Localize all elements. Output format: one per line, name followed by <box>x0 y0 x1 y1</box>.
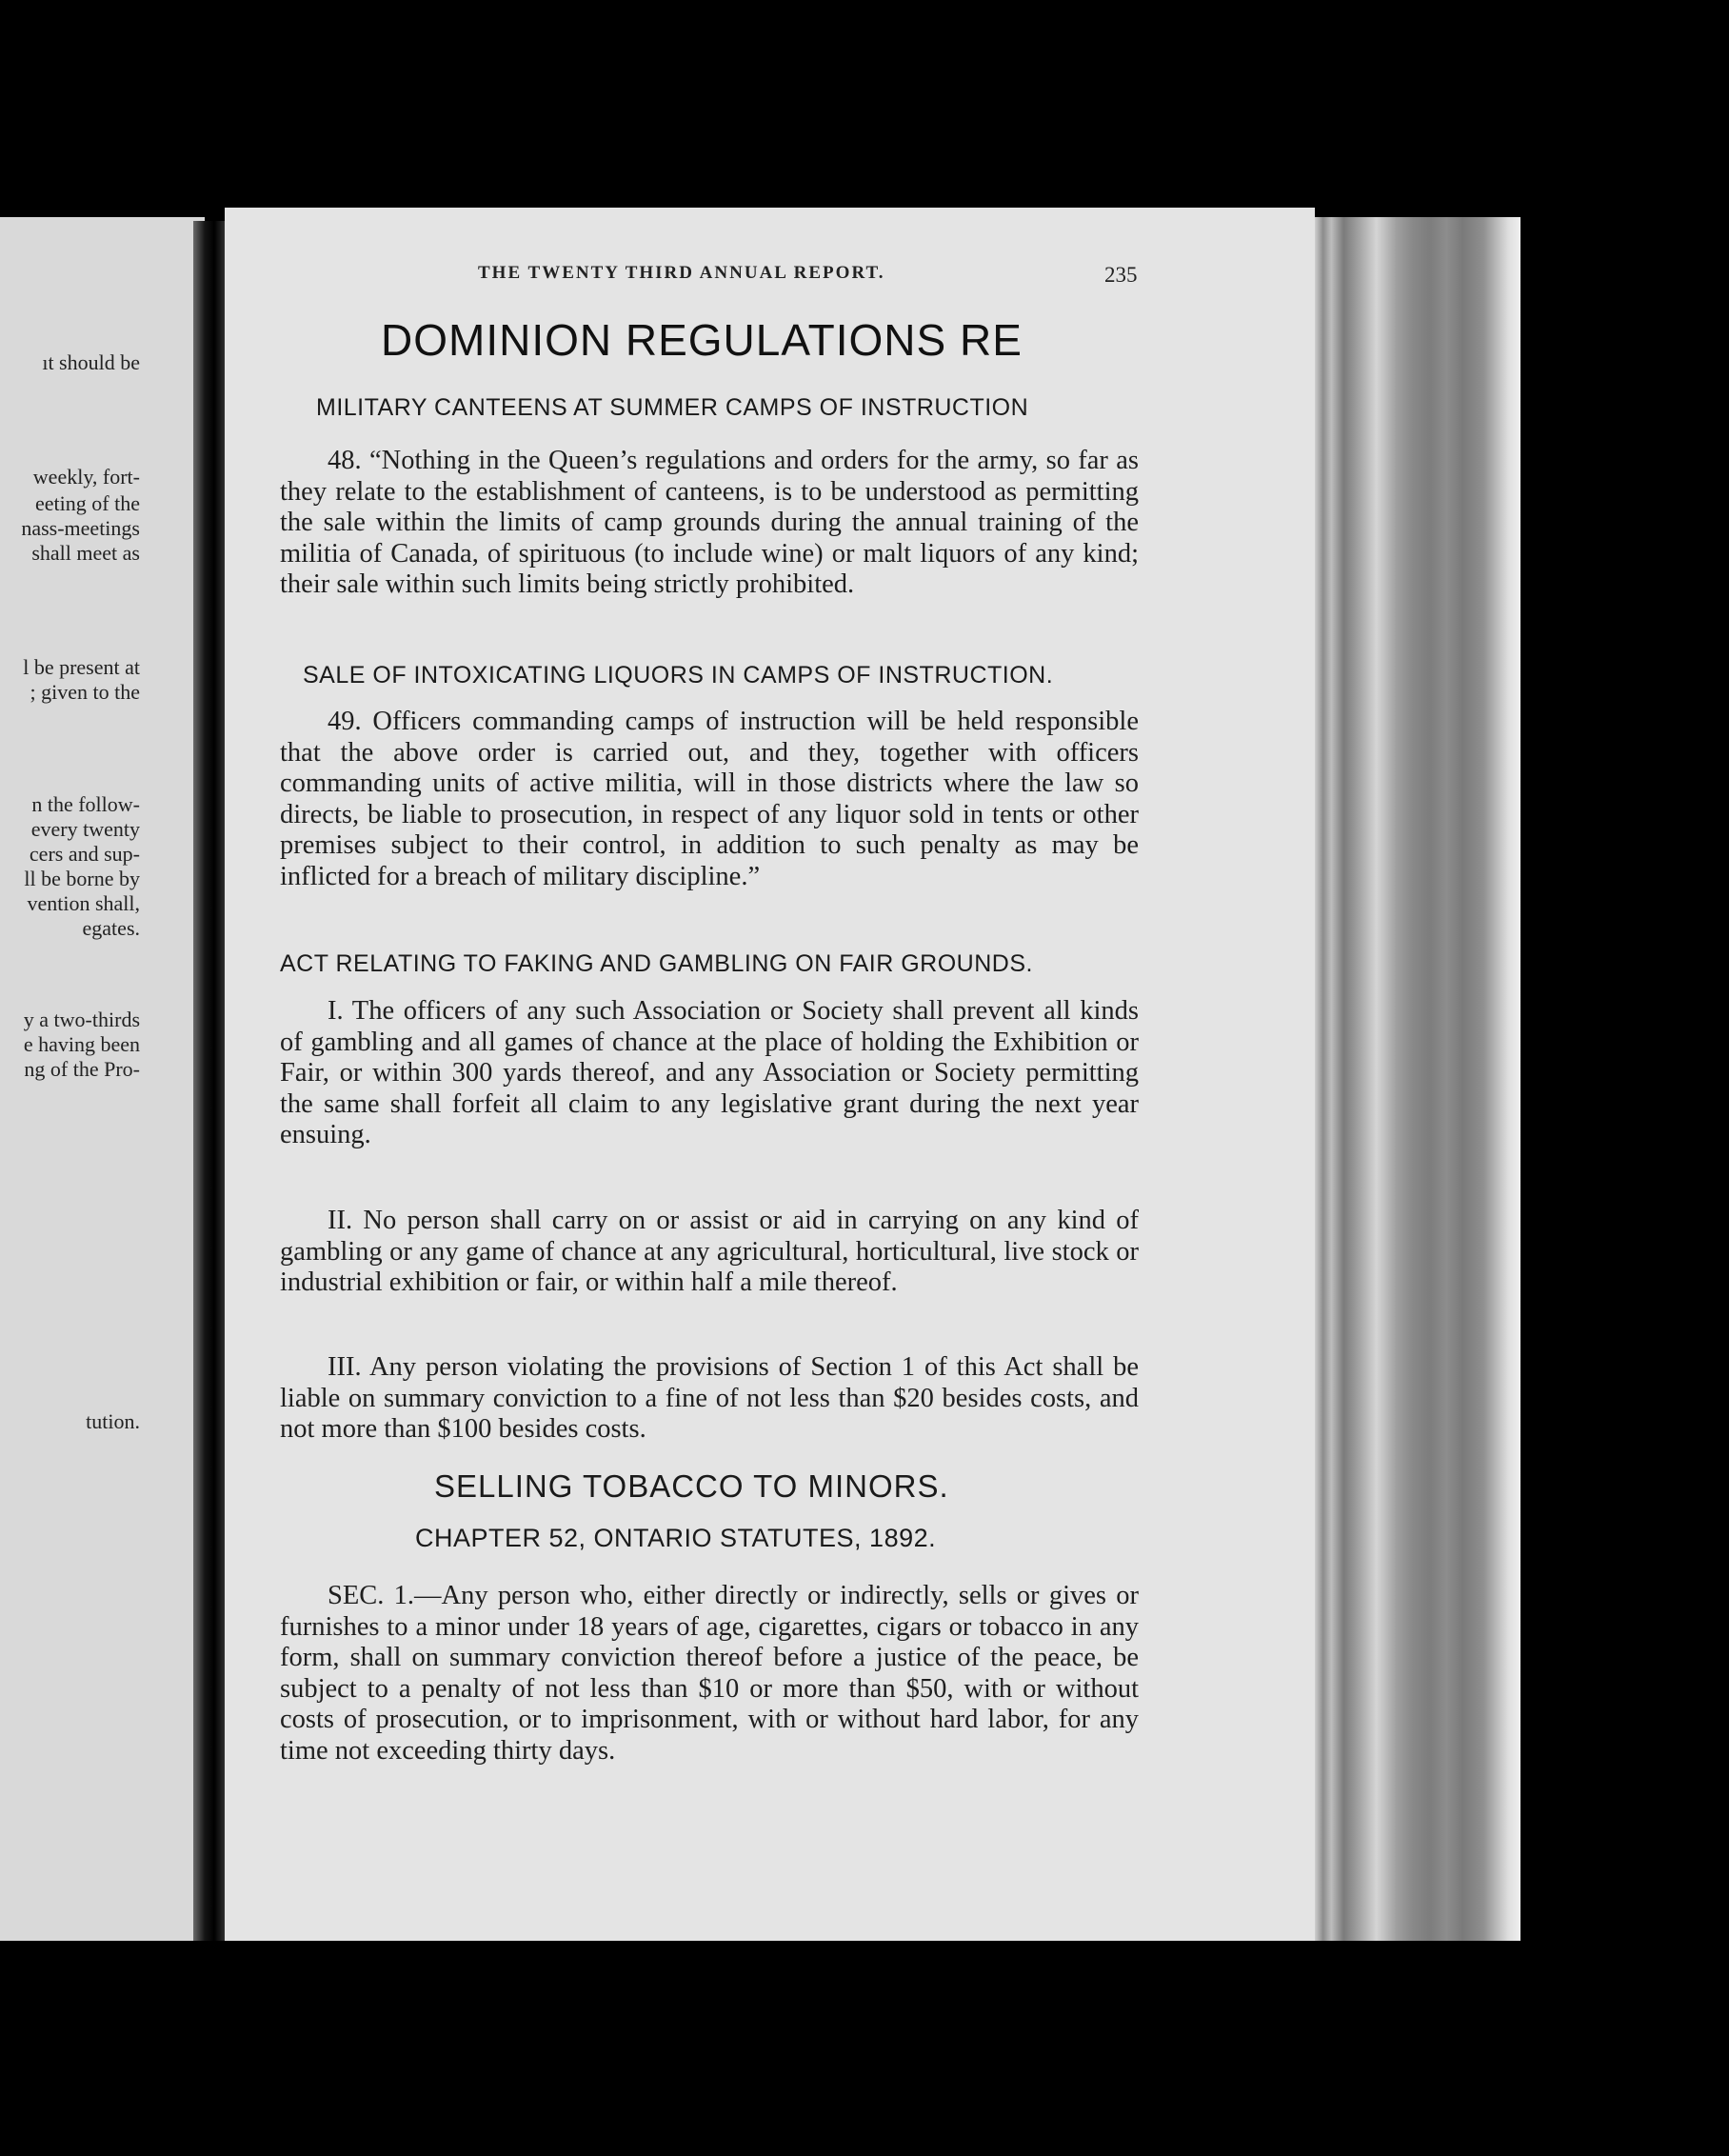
heading-intoxicating-liquors: SALE OF INTOXICATING LIQUORS IN CAMPS OF INSTRUCTION. <box>303 662 1054 689</box>
left-page-line: ; given to the <box>30 680 140 704</box>
left-page-line: cers and sup- <box>29 842 140 866</box>
left-page-line: ıt should be <box>42 350 140 374</box>
left-page-line: ll be borne by <box>24 867 140 890</box>
paragraph-49-text: 49. Officers commanding camps of instruction will be held responsible that the above order is carried out, and they, together with officers commanding units of active militia, will in those districts where the law so directs, be liable to prosecution, in respect of any liquor sold in tents or other premises subject to their control, in addition to such penalty as may be inflicted for a breach of military discipline.” <box>280 707 1139 891</box>
left-page-line: eeting of the <box>35 491 140 515</box>
left-page-line: l be present at <box>23 655 140 679</box>
left-page-line: shall meet as <box>31 541 140 565</box>
heading-military-canteens: MILITARY CANTEENS AT SUMMER CAMPS OF INSTRUCTION <box>316 394 1029 421</box>
left-page <box>0 217 205 1941</box>
left-page-line: y a two-thirds <box>23 1008 140 1031</box>
page-edges <box>1315 217 1520 1941</box>
left-page-line: ng of the Pro- <box>24 1057 140 1081</box>
heading-selling-tobacco: SELLING TOBACCO TO MINORS. <box>434 1468 949 1504</box>
paragraph-I <box>280 996 1139 1187</box>
paragraph-sec-1-text: SEC. 1.—Any person who, either directly or indirectly, sells or gives or furnishes to a minor under 18 years of age, cigarettes, cigars or tobacco in any form, shall on summary conviction thereof before a justice of the peace, be subject to a penalty of not less than $10 or more than $50, with or without costs of prosecution, or to imprisonment, with or without hard labor, for any time not exceeding thirty days. <box>280 1581 1139 1766</box>
paragraph-II <box>280 1206 1139 1335</box>
paragraph-II-text: II. No person shall carry on or assist or aid in carrying on any kind of gambling or any game of chance at any agricultural, horticultural, live stock or industrial exhibition or fair, or within half a mile thereof. <box>280 1206 1139 1298</box>
left-page-line: every twenty <box>30 817 140 841</box>
paragraph-49 <box>280 707 1139 928</box>
left-page-line: egates. <box>82 916 140 940</box>
paragraph-III <box>280 1352 1139 1449</box>
left-page-line: n the follow- <box>31 792 140 816</box>
left-page-line: tution. <box>86 1409 140 1433</box>
paragraph-sec-1 <box>280 1581 1139 1809</box>
page-number: 235 <box>1104 263 1138 287</box>
left-page-line: nass-meetings <box>21 516 140 540</box>
page-title: DOMINION REGULATIONS RE <box>381 315 1023 365</box>
paragraph-III-text: III. Any person violating the provisions of Section 1 of this Act shall be liable on summary conviction to a fine of not less than $20 besides costs, and not more than $100 besides costs. <box>280 1352 1139 1445</box>
left-page-line: e having been <box>23 1032 140 1056</box>
running-header: THE TWENTY THIRD ANNUAL REPORT. <box>478 263 885 283</box>
heading-chapter-52: CHAPTER 52, ONTARIO STATUTES, 1892. <box>415 1524 937 1552</box>
paragraph-48-text: 48. “Nothing in the Queen’s regulations and orders for the army, so far as they relate to the establishment of canteens, is to be understood as permitting the sale within the limits of camp grounds during the annual training of the militia of Canada, of spirituous (to include wine) or malt liquors of any kind; their sale within such limits being strictly prohibited. <box>280 446 1139 600</box>
paragraph-I-text: I. The officers of any such Association or Society shall prevent all kinds of gambling and all games of chance at the place of holding the Exhibition or Fair, or within 300 yards thereof, and any Association or Society permitting the same shall forfeit all claim to any legislative grant during the next year ensuing. <box>280 996 1139 1150</box>
left-page-line: vention shall, <box>27 891 140 915</box>
left-page-line: weekly, fort- <box>32 465 140 489</box>
paragraph-48 <box>280 446 1139 636</box>
heading-faking-gambling: ACT RELATING TO FAKING AND GAMBLING ON FAIR GROUNDS. <box>280 950 1033 977</box>
